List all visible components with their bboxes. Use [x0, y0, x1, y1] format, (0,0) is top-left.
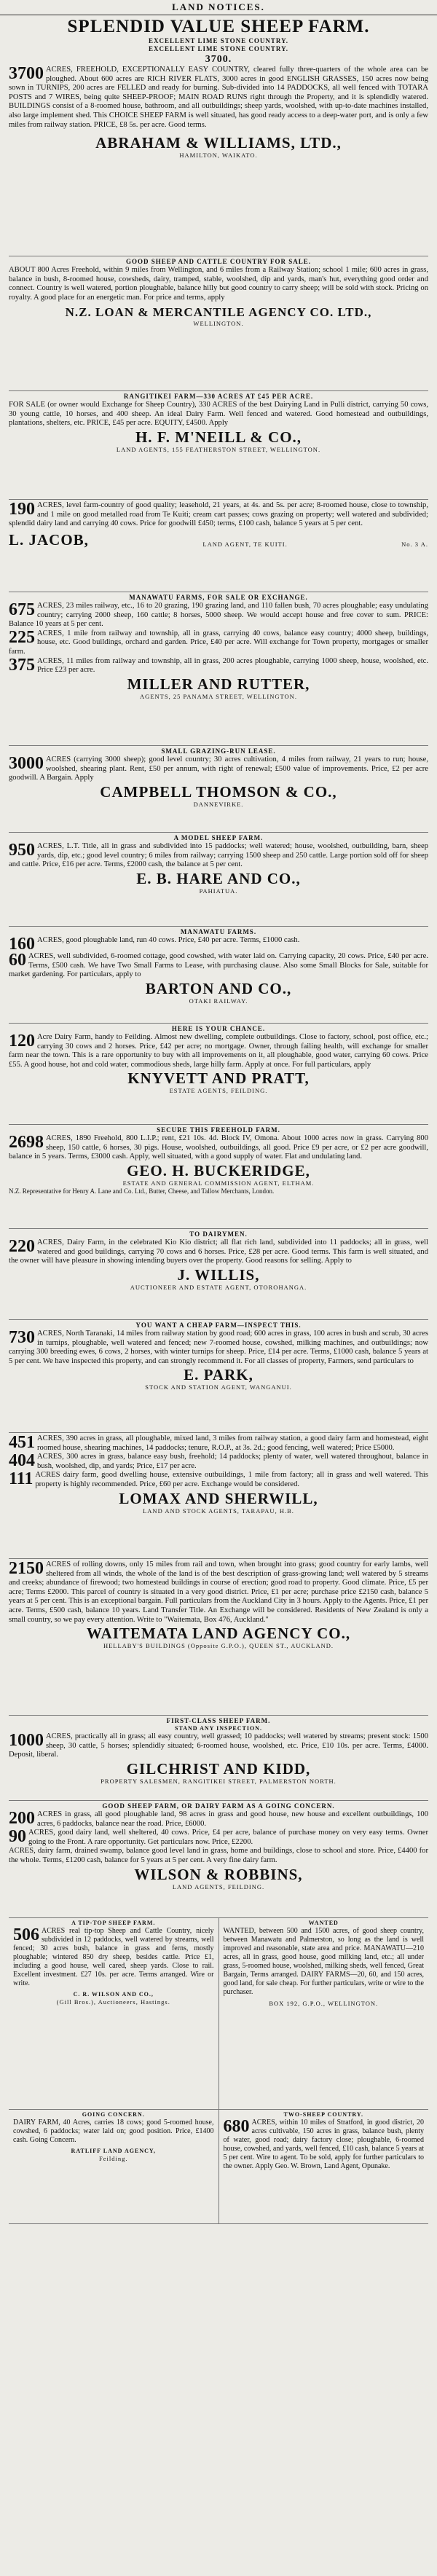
ad-rangitikei-farm [9, 391, 428, 500]
ad-firm-address: WELLINGTON. [193, 320, 244, 328]
ad-body: ACRES (carrying 3000 sheep); good level country; 30 acres cultivation, 4 miles from railway, 21 years to run; house, woolshed, shearing plant. Rent, £50 per annum, with right of renewal; £500 value of improvements. Price, £2 per acre goodwill. A Bargain. Apply [9, 755, 428, 782]
ad-acreage: 120 [9, 1032, 35, 1051]
ad-tip-top-sheep-farm [9, 1918, 219, 2109]
ad-to-dairymen [9, 1229, 428, 1320]
ad-heading: MANAWATU FARMS. [180, 928, 257, 935]
ad-firm-name: J. WILLIS, [177, 1265, 260, 1284]
list-item: 375 ACRES, 11 miles from railway and township, all in grass, 200 acres ploughable, carrying 1000 sheep, house, woolshed, etc. Price £23 per acre. [9, 655, 428, 675]
ad-first-class-sheep-farm [9, 1716, 428, 1801]
ad-acreage: 730 [9, 1328, 35, 1347]
ad-firm-address: BOX 192, G.P.O., WELLINGTON. [269, 2000, 379, 2007]
ad-acreage: 1000 [9, 1731, 44, 1750]
ad-note: N.Z. Representative for Henry A. Lane and Co. Ltd., Butter, Cheese, and Tallow Merchants, London. [9, 1187, 275, 1195]
ad-two-sheep-country [219, 2110, 429, 2223]
ad-body: ACRES, within 10 miles of Stratford, in good district, 20 acres cultivable, 150 acres in grass, balance bush, plenty of water, good road; dairy factory close; ploughable, 6-roomed house, cowshed, and yards, well fenced, £10 cash, balance 5 years at 5 per cent. Wire to agent. To be sold, apply for further particulars to the owner. Apply Geo. W. Brown, Land Agent, Opunake. [223, 2118, 424, 2170]
ad-firm-name: LOMAX AND SHERWILL, [119, 1489, 318, 1507]
ad-heading: GOING CONCERN. [82, 2111, 145, 2118]
ad-firm-name: BARTON AND CO., [145, 979, 292, 997]
ads-column [0, 15, 437, 2224]
ad-heading: MANAWATU FARMS, FOR SALE OR EXCHANGE. [129, 594, 308, 601]
ad-firm-name: L. JACOB, [9, 530, 89, 549]
ad-body: ACRES, Dairy Farm, in the celebrated Kio Kio district; all flat rich land, subdivided into 11 paddocks; all in grass, well watered and good buildings, carrying 70 cows and 6 horses. Price, £28 per acre. Good terms. This farm is well situated, and the owner will have pleasure in showing intending buyers over the property. Good reasons for selling. Apply to [9, 1238, 428, 1265]
ad-firm-address: LAND AGENTS, 155 FEATHERSTON STREET, WELLINGTON. [116, 445, 321, 453]
ad-firm-name: RATLIFF LAND AGENCY, [71, 2148, 156, 2154]
two-column-ads-top [9, 1918, 428, 2110]
ad-firm-address: LAND AGENTS, FEILDING. [172, 1882, 265, 1890]
ad-heading: GOOD SHEEP FARM, OR DAIRY FARM AS A GOING CONCERN. [102, 1802, 335, 1810]
ad-firm-name: E. B. HARE AND CO., [136, 869, 301, 887]
ad-firm-name: N.Z. LOAN & MERCANTILE AGENCY CO. LTD., [65, 305, 372, 320]
list-item: 404 ACRES, 300 acres in grass, balance easy bush, freehold; 14 paddocks; plenty of water, well watered throughout, balance in bush, woolshed, dip, and yards; Price, £17 per acre. [9, 1451, 428, 1471]
page-header: LAND NOTICES. [0, 0, 437, 15]
ad-firm-address: LAND AND STOCK AGENTS, TARAPAU, H.B. [143, 1507, 294, 1515]
ad-going-concern-farms [9, 1801, 428, 1918]
list-item: 200 ACRES in grass, all good ploughable land, 98 acres in grass and good house, new house and excellent outbuildings, 100 acres, 6 paddocks, balance near the road. Price, £6000. [9, 1809, 428, 1828]
ad-firm-address: ESTATE AGENTS, FEILDING. [169, 1087, 268, 1095]
ad-firm-name: E. PARK, [184, 1366, 253, 1384]
ad-acreage: 2150 [9, 1559, 44, 1578]
ad-heading: A TIP-TOP SHEEP FARM. [71, 1920, 156, 1926]
ad-body: Acre Dairy Farm, handy to Feilding. Almost new dwelling, complete outbuildings. Close to factory, school, post office, etc.; carrying 30 cows and 2 horses. Price, £42 per acre; no mortgage. Owner, through failing health, will exchange for smaller farm near the town. This is a rare opportunity to buy with all improvements on it, all ploughable, good water, carrying 60 cows. Price £55. A good house, hot and cold water, commodious sheds, large hilly farm. Apply at once. For full particulars, apply [9, 1033, 428, 1069]
ad-body: DAIRY FARM, 40 Acres, carries 18 cows; good 5-roomed house, cowshed, 6 paddocks; water laid on; good position. Price, £1400 cash. Going Concern. [13, 2118, 214, 2144]
ad-firm-address: PAHIATUA. [199, 887, 238, 895]
ad-heading: TO DAIRYMEN. [189, 1230, 248, 1238]
ad-sheep-farm-splendid [9, 15, 428, 256]
ad-manawatu-exchange [9, 592, 428, 746]
ad-body: ACRES, North Taranaki, 14 miles from railway station by good road; 600 acres in grass, 100 acres in bush and scrub, 30 acres in turnips, ploughable, well watered and fenced; new 7-roomed house, cowshed, milking machines, and outbuildings; now carrying 300 breeding ewes, 6 cows, 2 horses, with winter turnips for sheep. Price, £14 per acre. Terms, £1000 cash, balance 5 years at 5 per cent. We have inspected this property, and can strongly recommend it. For all classes of property, Farmers, send particulars to [9, 1330, 428, 1365]
ad-body: ABOUT 800 Acres Freehold, within 9 miles from Wellington, and 6 miles from a Railway Station; school 1 mile; 600 acres in grass, balance in bush, 8-roomed house, cowsheds, dairy, tramped, stable, woolshed, dip and yards, man's hut, everything good order and connect. Country is well watered, portion ploughable, balance hilly but good country to carry sheep; will be sold with stock. Pricing on royalty. A good place for an energetic man. For price and terms, apply [9, 266, 428, 302]
ad-manawatu-farms [9, 927, 428, 1024]
ad-heading: FIRST-CLASS SHEEP FARM. [166, 1717, 271, 1724]
ad-acreage: 3700 [9, 64, 44, 83]
ad-firm-name: WAITEMATA LAND AGENCY CO., [86, 1625, 351, 1643]
ad-waitemata-rolling-downs [9, 1559, 428, 1716]
ad-firm-name: GILCHRIST AND KIDD, [126, 1759, 311, 1778]
ad-model-sheep-farm [9, 833, 428, 927]
list-item: 160 ACRES, good ploughable land, run 40 cows. Price, £40 per acre. Terms, £1000 cash. [9, 935, 300, 954]
ad-cheap-farm [9, 1320, 428, 1433]
ad-body: ACRES, FREEHOLD, EXCEPTIONALLY EASY COUNTRY, cleared fully three-quarters of the whole area can be ploughed. About 600 acres are RICH RIVER FLATS, 3000 acres in good ENGLISH GRASSES, 150 acres now being sown in TURNIPS, 200 acres are FELLED and ready for burning. Sub-divided into 14 PADDOCKS, all well fenced with TOTARA POSTS and 7 WIRES, being quite SHEEP-PROOF; MAIN ROAD RUNS right through the Property, and it is splendidly watered. BUILDINGS consist of a 8-roomed house, bathroom, and all outbuildings; sheep yards, woolshed, with up-to-date machines installed, also large implement shed. This CHOICE SHEEP FARM is well situated, has good ready access to a deep-water port, and is only a few miles from railway station. PRICE, £8 5s. per acre. Good terms. [9, 66, 428, 129]
ad-firm-name: KNYVETT AND PRATT, [127, 1069, 310, 1088]
list-item: 90 ACRES, good dairy land, well sheltered, 40 cows. Price, £4 per acre, balance of purchase money on very easy terms. Owner going to the Front. A rare opportunity. Get particulars now. Price, £2200. [9, 1827, 428, 1847]
ad-firm-address: STOCK AND STATION AGENT, WANGANUI. [145, 1383, 292, 1391]
ad-heading: TWO-SHEEP COUNTRY. [283, 2111, 363, 2118]
ad-heading: RANGITIKEI FARM—330 ACRES AT £45 PER ACRE. [123, 393, 314, 400]
ad-subheading: STAND ANY INSPECTION. [175, 1725, 262, 1732]
list-item: 225 ACRES, 1 mile from railway and township, all in grass, carrying 40 cows, balance easy country; 4000 sheep, buildings, house, etc. Good buildings, orchard and garden. Price, £40 per acre. Will exchange for Town property, mortgages or smaller farm. [9, 627, 428, 656]
ad-firm-name: ABRAHAM & WILLIAMS, LTD., [95, 134, 342, 152]
ad-heading: SECURE THIS FREEHOLD FARM. [157, 1126, 280, 1134]
ad-acreage: 2698 [9, 1133, 44, 1152]
ad-body: ACRES, practically all in grass; all easy country, well grassed; 10 paddocks; well watered by streams; present stock: 1500 sheep, 30 cattle, 5 horses; splendidly situated; 6-roomed house, woolshed, etc. Price, £10 10s. per acre. Terms, £4000. Deposit, liberal. [9, 1732, 428, 1759]
ad-secure-freehold-farm [9, 1125, 428, 1229]
two-column-ads-bottom [9, 2110, 428, 2224]
ad-acreage: 190 [9, 500, 35, 519]
ad-heading: GOOD SHEEP AND CATTLE COUNTRY FOR SALE. [126, 258, 311, 265]
ad-body: FOR SALE (or owner would Exchange for Sheep Country), 330 ACRES of the best Dairying Land in Pulli district, carrying 50 cows, 30 young cattle, 10 horses, and 400 sheep. An ideal Dairy Farm. Well fenced and watered. Good homestead and outbuildings, plantations, shelters, etc. PRICE, £45 per acre. EQUITY, £4500. Apply [9, 401, 428, 428]
ad-firm-address: (Gill Bros.), Auctioneers, Hastings. [56, 1998, 170, 2006]
ad-firm-name: MILLER AND RUTTER, [127, 675, 310, 693]
ad-acreage: 506 [13, 1925, 39, 1944]
ad-firm-address: PROPERTY SALESMEN, RANGITIKEI STREET, PALMERSTON NORTH. [101, 1777, 336, 1785]
list-item: 675 ACRES, 23 miles railway, etc., 16 to 20 grazing, 190 grazing land, and 110 fallen bush, 70 acres ploughable; easy undulating country; carrying 2000 sheep, 160 cattle; 8 horses, 5000 sheep. We would accept house and free cover to sum. PRICE: Balance 10 years at 5 per cent. [9, 600, 428, 629]
ad-acreage: 950 [9, 841, 35, 860]
list-item: 451 ACRES, 390 acres in grass, all ploughable, mixed land, 3 miles from railway station, a good dairy farm and homestead, eight roomed house, shearing machines, 14 paddocks; tenure, R.O.P., at 3s. 2d.; good fencing, well watered; Price £5000. [9, 1433, 428, 1452]
ad-acreage: 680 [223, 2117, 250, 2136]
ad-reference: No. 3 A. [401, 540, 428, 548]
ad-firm-address: LAND AGENT, TE KUITI. [202, 540, 288, 548]
ad-body: ACRES, 1890 Freehold, 800 L.I.P.; rent, £21 10s. 4d. Block IV, Omona. About 1000 acres now in grass. Carrying 800 sheep, 150 cattle, 6 horses, 30 pigs. House, woolshed, outbuildings, all good. Price £9 per acre, or £2 per acre goodwill, balance in 5 years. Terms, £3000 cash. Apply, well situated, with a good supply of water. Flat and undulating land. [9, 1134, 428, 1161]
ad-going-concern-dairy [9, 2110, 219, 2223]
ad-firm-address: Feilding. [99, 2155, 128, 2162]
ad-firm-name: CAMPBELL THOMSON & CO., [100, 782, 337, 801]
ad-firm-address: DANNEVIRKE. [193, 800, 244, 808]
ad-firm-name: H. F. M'NEILL & CO., [135, 428, 302, 446]
ad-firm-address: HELLABY'S BUILDINGS (Opposite G.P.O.), QUEEN ST., AUCKLAND. [103, 1642, 334, 1650]
ad-heading: WANTED [308, 1920, 339, 1926]
ad-acreage: 220 [9, 1237, 35, 1256]
ad-heading: SPLENDID VALUE SHEEP FARM. [67, 17, 370, 36]
ad-te-kuiti-farm [9, 500, 428, 592]
list-item: 111 ACRES dairy farm, good dwelling house, extensive outbuildings, 1 mile from factory; all in grass and well watered. This property is highly recommended. Price, £60 per acre. Exchange would be considered. [9, 1469, 428, 1489]
ad-price-label: 3700. [205, 54, 232, 65]
ad-firm-address: OTAKI RAILWAY. [189, 997, 248, 1005]
ad-body: ACRES, level farm-country of good quality; leasehold, 21 years, at 4s. and 5s. per acre; 8-roomed house, close to township, and 1 mile on good metalled road from Te Kuiti; cream cart passes; cows grazing on property; well watered and subdivided; splendid dairy land and carrying 40 cows. Price for goodwill £450; terms, £100 cash, balance 5 years at 5 per cent. [9, 501, 428, 528]
ad-here-is-your-chance [9, 1024, 428, 1125]
ad-firm-address: ESTATE AND GENERAL COMMISSION AGENT, ELTHAM. [122, 1179, 315, 1187]
ad-grazing-run-lease [9, 746, 428, 833]
ad-heading: A MODEL SHEEP FARM. [173, 834, 264, 841]
ad-firm-name: GEO. H. BUCKERIDGE, [127, 1161, 310, 1179]
ad-subheading: EXCELLENT LIME STONE COUNTRY. [148, 45, 289, 52]
ad-heading: YOU WANT A CHEAP FARM—INSPECT THIS. [135, 1322, 302, 1329]
ad-acreage: 3000 [9, 754, 44, 773]
ad-heading: SMALL GRAZING-RUN LEASE. [161, 747, 276, 755]
ad-firm-address: HAMILTON, WAIKATO. [179, 152, 258, 160]
ad-body: ACRES, L.T. Title, all in grass and subdivided into 15 paddocks; well watered; house, woolshed, outbuilding, barn, sheep yards, dip, etc.; good level country; 6 miles from railway; carrying 1500 sheep and 250 cattle. Large portion sold off for sheep and cattle. Price, £16 per acre. Terms, £2000 cash, the balance at 5 per cent. [9, 842, 428, 869]
ad-firm-name: C. R. WILSON AND CO., [73, 1991, 154, 1998]
ad-sheep-cattle-country [9, 256, 428, 391]
ad-body: ACRES real tip-top Sheep and Cattle Country, nicely subdivided in 12 paddocks, well watered by streams, well fenced; 30 acres bush, balance in grass and ferns, mostly ploughable; wintered 850 dry sheep, besides cattle. Price £1, including a good house, well cared, sheep yards. Close to rail. Excellent investment. £27 10s. per acre. Terms arranged. Wire or write. [13, 1927, 214, 1987]
ad-firm-address: AUCTIONEER AND ESTATE AGENT, OTOROHANGA. [130, 1283, 307, 1291]
list-item: 60 ACRES, well subdivided, 6-roomed cottage, good cowshed, with water laid on. Carrying capacity, 20 cows. Price, £40 per acre. Terms, £500 cash. We have Two Small Farms to Lease, with purchasing clause. Also some Small Blocks for Sale, suitable for market gardening. For particulars, apply to [9, 951, 428, 979]
ad-wanted-sheep-country [219, 1918, 429, 2109]
ad-subheading: EXCELLENT LIME STONE COUNTRY. [148, 37, 289, 44]
ad-heading: HERE IS YOUR CHANCE. [171, 1025, 266, 1032]
ad-lomax-sherwill [9, 1433, 428, 1559]
ad-body: WANTED, between 500 and 1500 acres, of good sheep country, between Manawatu and Palmerston, so long as the land is well improved and reasonable, state area and price. MANAWATU—210 acres, all in grass, good house, good milking land, etc.; all under grass, 5-roomed house, woolshed, milking sheds, well fenced, Great Bargain, Terms arranged. DAIRY FARMS—20, 60, and 150 acres, good land, for sale cheap. For further particulars, write or wire to the purchaser. [223, 1927, 424, 1996]
ad-firm-name: WILSON & ROBBINS, [134, 1865, 303, 1883]
ad-body: ACRES of rolling downs, only 15 miles from rail and town, when brought into grass; good country for early lambs, well sheltered from all winds, the whole of the land is of the best description of grass-growing land; well watered by 5 streams and creeks; abundance of firewood; two homestead buildings in course of erection; good road to property. Good climate. Price, £5 per acre; Terms £2000. This parcel of country is situated in a very good district. Price, £1 per acre; purchase price £2150 cash, balance 5 years at 5 per cent. This is an exceptional bargain. Full particulars from the Auckland City in 3 hours. Apply to the Agents. Price, £1 per acre. Terms, £500 cash, balance 10 years. Land Transfer Title. An Exchange will be considered. Residents of New Zealand is only a small country, so we pay every attention. Write to "Waitemata, Box 476, Auckland." [9, 1560, 428, 1624]
ad-firm-address: AGENTS, 25 PANAMA STREET, WELLINGTON. [140, 692, 297, 700]
list-item: ACRES, dairy farm, drained swamp, balance good level land in grass, home and buildings, close to school and store. Price, £4400 for the whole. Terms, £1200 cash, balance for 5 years at 5 per cent. A very fine dairy farm. [9, 1847, 428, 1864]
